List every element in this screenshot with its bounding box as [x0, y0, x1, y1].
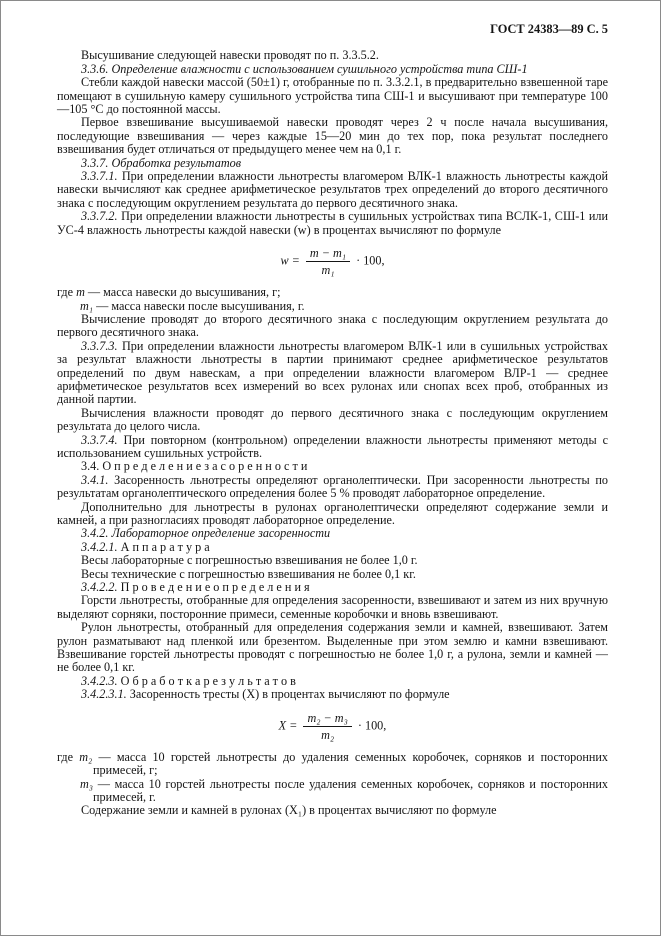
- paragraph-tech-scales: Весы технические с погрешностью взвешивания не более 0,1 кг.: [81, 566, 416, 581]
- clause-number: 3.4.2.2.: [81, 580, 118, 595]
- page-header-gost-number: ГОСТ 24383—89 С. 5: [490, 22, 608, 36]
- paragraph-clause-3-3-7-4: [57, 434, 608, 461]
- clause-number: 3.3.7.4.: [81, 432, 118, 447]
- heading-clause-3-4-2-1: [57, 541, 608, 554]
- clause-text: При определении влажности льнотресты в сушильных устройствах типа ВСЛК-1, СШ-1 или УС-4 влажность льнотресты каждой навески (w) в процентах вычисляют по формуле: [57, 209, 609, 237]
- formula-numerator: m − m₁: [306, 246, 350, 262]
- formula-lhs: X =: [278, 717, 298, 732]
- definition-text: — масса навески после высушивания, г.: [96, 298, 305, 313]
- definition-m: [57, 286, 608, 299]
- heading-clause-3-3-6: 3.3.6. Определение влажности с использованием сушильного устройства типа СШ-1: [81, 61, 528, 76]
- variable-m: m: [76, 285, 85, 300]
- clause-text: П р о в е д е н и е о п р е д е л е н и я: [120, 580, 310, 595]
- definition-lead: где: [57, 749, 74, 764]
- paragraph-first-weighing: Первое взвешивание высушиваемой навески проводят через 2 ч после начала высушивания, последующие взвешивания — через каждые 15—20 мин до тех пор, пока результат последнего взвешивания будет отличаться от предыдущего менее чем на 0,1 г.: [57, 115, 608, 157]
- clause-number: 3.4.1.: [81, 472, 109, 487]
- clause-number: 3.4.2.1.: [81, 539, 118, 554]
- paragraph-clause-3-4-2-3-1: [57, 688, 608, 701]
- paragraph-clause-3-3-7-1: [57, 170, 608, 210]
- paragraph-handfuls: Горсти льнотресты, отобранные для определения засоренности, взвешивают и затем из них вручную выделяют сорняки, посторонние примеси, семенные коробочки и вновь взвешивают.: [57, 593, 608, 621]
- variable-m2: m₂: [79, 749, 93, 764]
- paragraph-additionally-rolls: Дополнительно для льнотресты в рулонах органолептически определяют содержание земли и камней, а при разногласиях проводят лабораторное определение.: [57, 499, 608, 527]
- formula-moisture-w: [57, 246, 608, 277]
- formula-rhs: · 100,: [357, 717, 387, 732]
- definition-lead: где: [57, 285, 74, 300]
- formula-fraction: [303, 246, 353, 277]
- definition-text: — масса навески до высушивания, г;: [87, 285, 281, 300]
- heading-clause-3-4: 3.4. О п р е д е л е н и е з а с о р е н н о с т и: [81, 459, 308, 474]
- definition-m2: [57, 751, 608, 778]
- heading-clause-3-4-2-2: [57, 581, 608, 594]
- paragraph-calc-to-integer: Вычисления влажности проводят до первого десятичного знака с последующим округлением результата до целого числа.: [57, 405, 608, 434]
- definition-m1: [57, 300, 608, 313]
- clause-text: О б р а б о т к а р е з у л ь т а т о в: [120, 673, 296, 688]
- formula-denominator: m₂: [321, 727, 335, 742]
- clause-text: Засоренность тресты (X) в процентах вычисляют по формуле: [129, 687, 450, 702]
- clause-text: При повторном (контрольном) определении влажности льнотресты применяют методы с использованием сушильных устройств.: [57, 432, 608, 460]
- paragraph-clause-3-4-1: [57, 474, 608, 501]
- paragraph-drying-next-sample: Высушивание следующей навески проводят по п. 3.3.5.2.: [81, 48, 379, 63]
- heading-clause-3-4-2-3: [57, 675, 608, 688]
- formula-numerator: m₂ − m₃: [303, 711, 351, 727]
- paragraph-clause-3-3-7-3: [57, 340, 608, 407]
- clause-text: При определении влажности льнотресты влагомером ВЛК-1 или в сушильных устройствах за результат влажности льнотресты в партии принимают среднее арифметическое результатов определений по двум навескам, а при определении влажности влагомером ВЛР-1 — среднее арифметическое результатов всех измерений во всех рулонах или снопах всех проб, отобранных из данной партии.: [57, 338, 609, 407]
- clause-number: 3.3.7.2.: [81, 209, 118, 224]
- clause-text: При определении влажности льнотресты влагомером ВЛК-1 влажность льнотресты каждой навески вычисляют как среднее арифметическое результатов трех определений до второго десятичного знака с последующим округлением результата до первого десятичного знака.: [57, 169, 608, 210]
- paragraph-roll-unwinding: Рулон льнотресты, отобранный для определения содержания земли и камней, взвешивают. Затем рулон разматывают над пленкой или брезентом. Выделенные при этом землю и камни взвешивают. Взвешивание горстей льнотресты проводят с погрешностью не более 1,0 г, а рулона, земли и камней — не более 0,1 кг.: [57, 620, 608, 675]
- formula-rhs: · 100,: [356, 253, 385, 268]
- clause-number: 3.3.7.1.: [81, 169, 118, 184]
- heading-clause-3-3-7: 3.3.7. Обработка результатов: [81, 155, 242, 170]
- variable-m3: m₃: [80, 776, 94, 791]
- formula-denominator: m₁: [321, 263, 335, 278]
- paragraph-lab-scales: Весы лабораторные с погрешностью взвешивания не более 1,0 г.: [81, 553, 418, 568]
- definition-text: — масса 10 горстей льнотресты после удаления семенных коробочек, сорняков и посторонних примесей, г.: [93, 776, 609, 804]
- heading-clause-3-4-2: 3.4.2. Лабораторное определение засоренности: [81, 526, 331, 541]
- clause-number: 3.4.2.3.1.: [81, 687, 127, 702]
- variable-m1: m₁: [80, 298, 94, 313]
- clause-text: А п п а р а т у р а: [120, 539, 210, 554]
- paragraph-earth-stones-intro: Содержание земли и камней в рулонах (X₁) в процентах вычисляют по формуле: [81, 803, 497, 818]
- paragraph-stems-drying: Стебли каждой навески массой (50±1) г, отобранные по п. 3.3.2.1, в предварительно взвешенной таре помещают в сушильную камеру сушильного устройства типа СШ-1 и высушивают при температуре 100—105 °С до постоянной массы.: [57, 75, 608, 117]
- clause-number: 3.3.7.3.: [81, 338, 118, 353]
- definition-m3: [57, 778, 608, 805]
- paragraph-calc-rounding: Вычисление проводят до второго десятичного знака с последующим округлением результата до первого десятичного знака.: [57, 311, 608, 340]
- formula-lhs: w =: [280, 253, 300, 268]
- clause-text: Засоренность льнотресты определяют органолептически. При засоренности льнотресты по результатам органолептического определения более 5 % проводят лабораторное определение.: [57, 472, 608, 501]
- paragraph-clause-3-3-7-2: [57, 210, 608, 237]
- clause-number: 3.4.2.3.: [81, 673, 118, 688]
- definition-text: — масса 10 горстей льнотресты до удаления семенных коробочек, сорняков и посторонних примесей, г;: [93, 749, 609, 778]
- formula-contamination-x: [57, 711, 608, 742]
- formula-fraction: [300, 711, 354, 742]
